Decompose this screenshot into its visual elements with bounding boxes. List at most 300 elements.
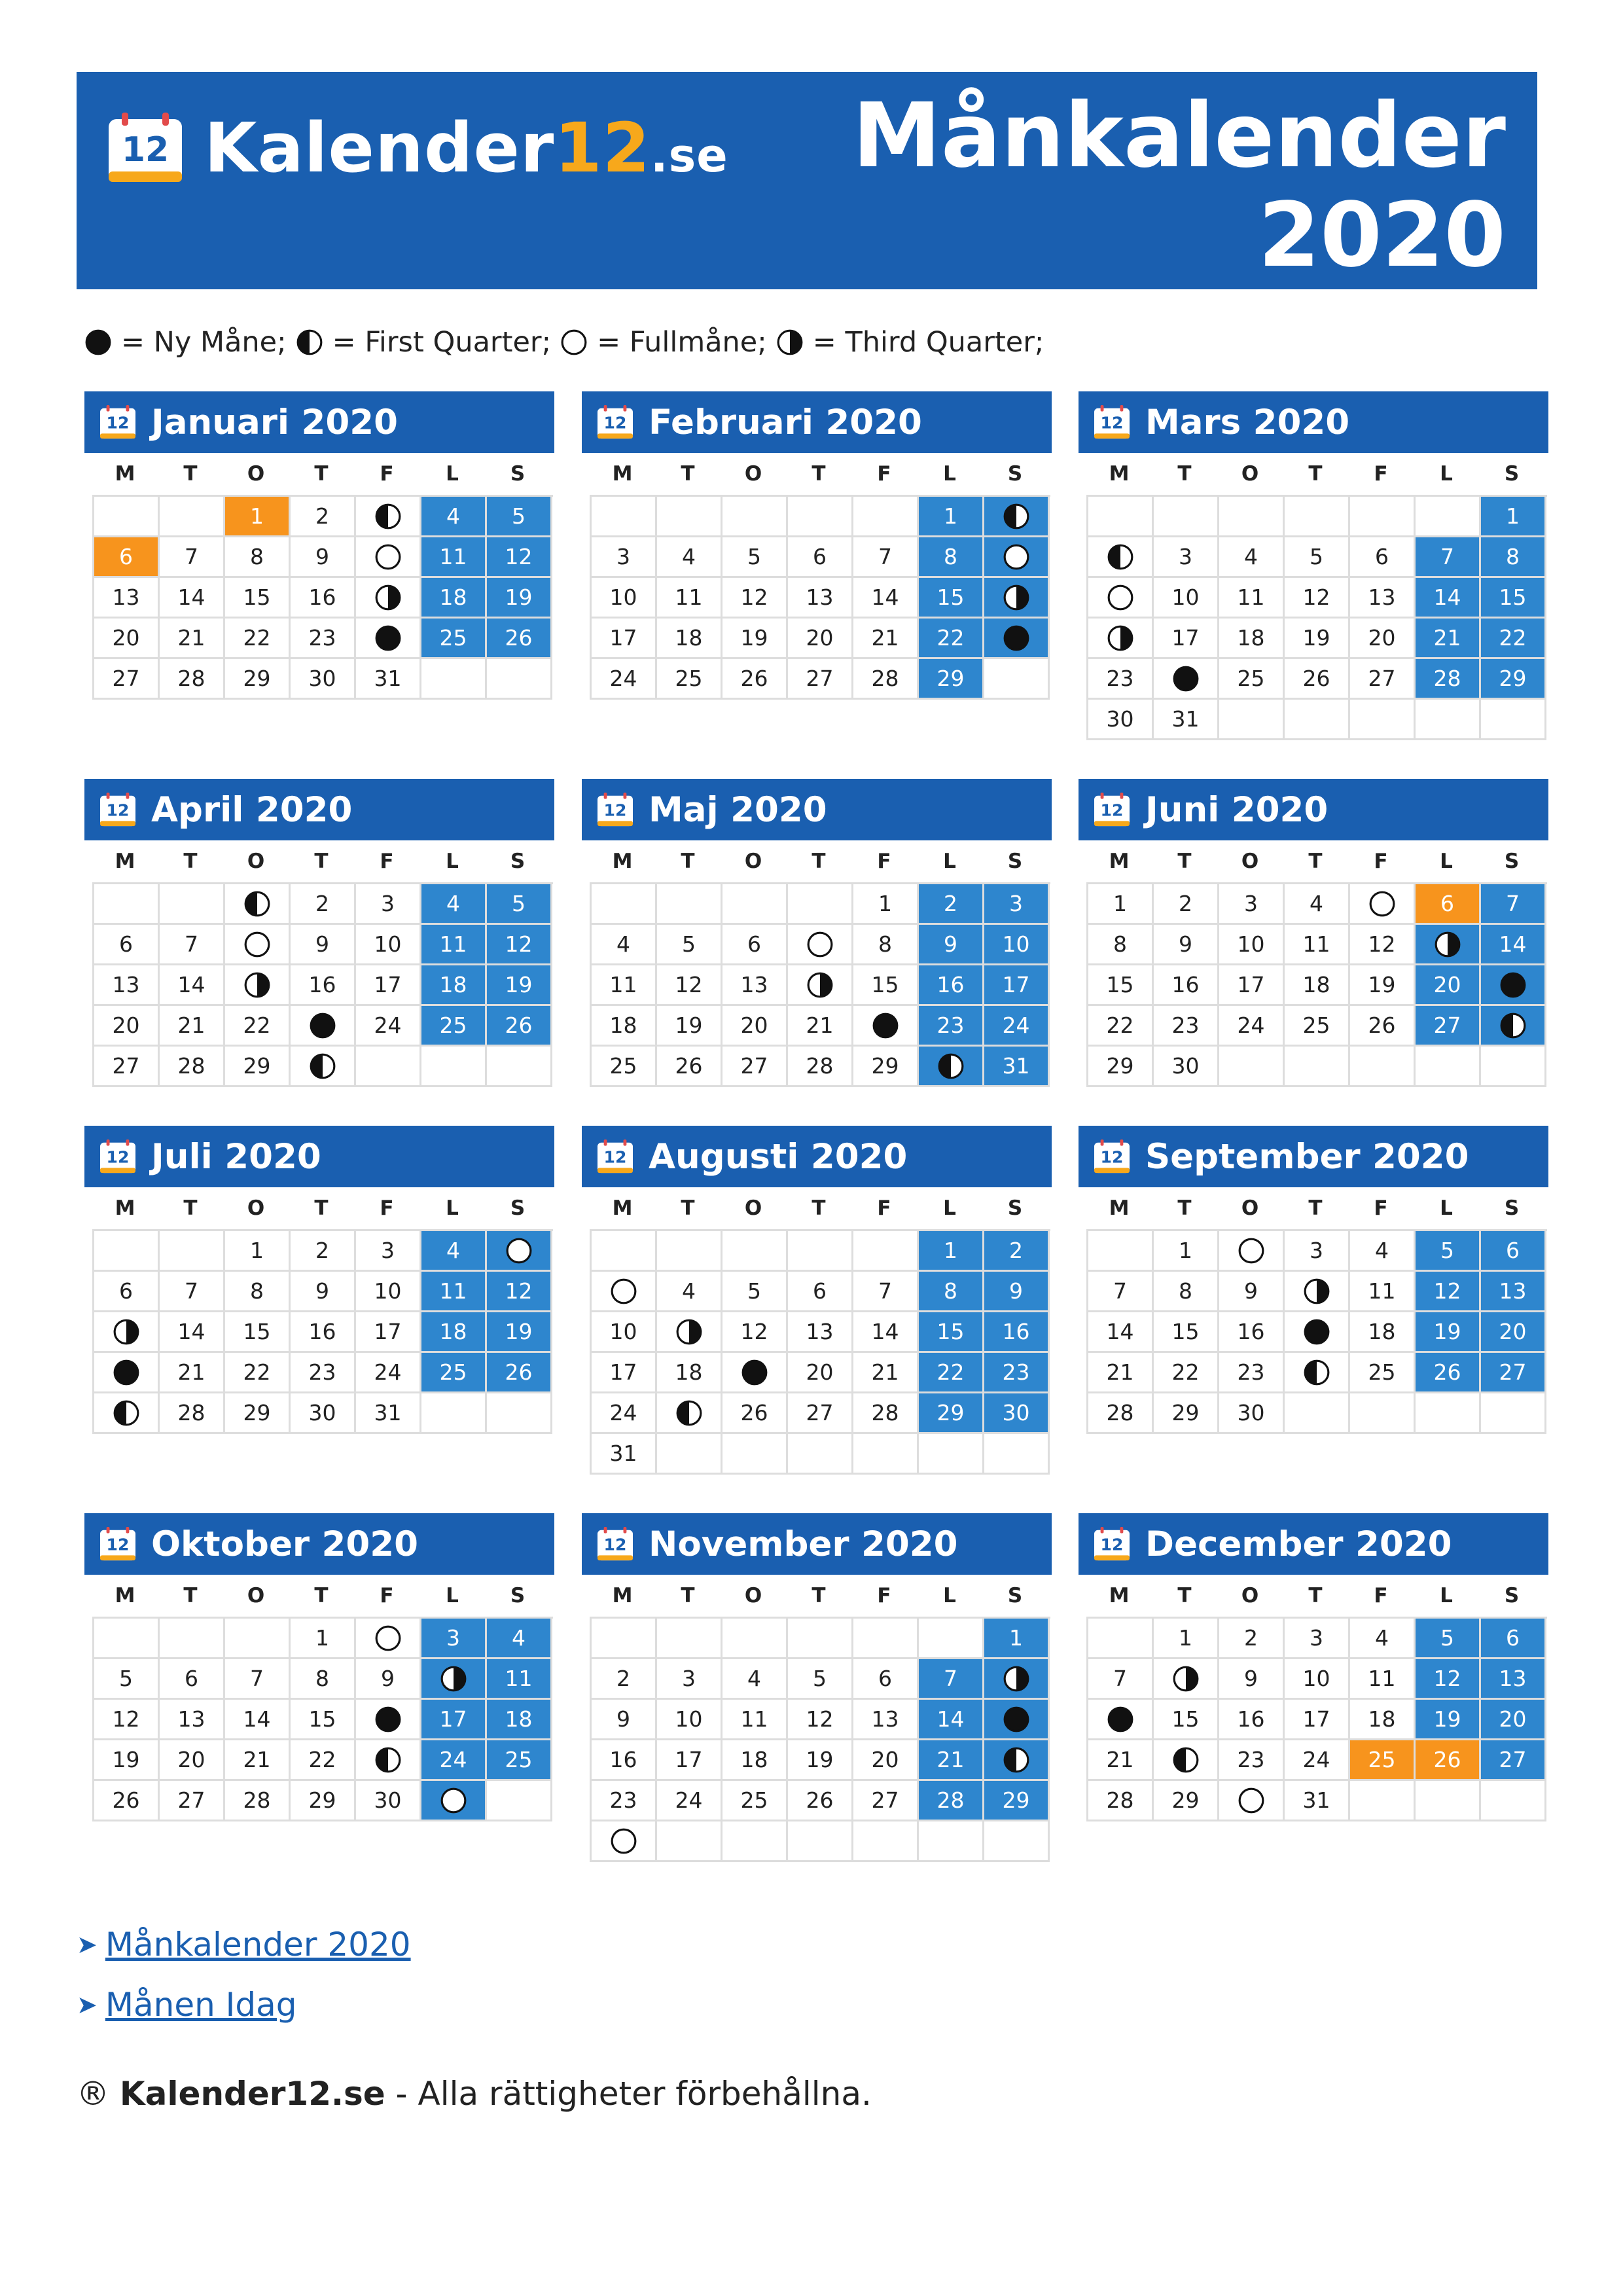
day-cell[interactable]: 31 (984, 1047, 1050, 1087)
day-cell[interactable]: 29 (225, 1393, 291, 1434)
day-cell[interactable]: 16 (291, 965, 356, 1006)
day-cell[interactable]: 29 (919, 1393, 984, 1434)
day-cell[interactable] (1088, 537, 1154, 578)
day-cell[interactable]: 2 (1154, 884, 1219, 925)
day-cell[interactable]: 7 (1416, 537, 1481, 578)
day-cell[interactable]: 9 (291, 925, 356, 965)
day-cell[interactable]: 24 (657, 1781, 722, 1821)
day-cell[interactable]: 7 (1088, 1659, 1154, 1700)
day-cell[interactable] (356, 619, 421, 659)
day-cell[interactable]: 9 (291, 537, 356, 578)
day-cell[interactable]: 4 (1219, 537, 1285, 578)
day-cell[interactable]: 17 (592, 1353, 657, 1393)
day-cell[interactable]: 16 (984, 1312, 1050, 1353)
day-cell[interactable] (356, 578, 421, 619)
day-cell[interactable] (421, 1781, 487, 1821)
day-cell[interactable]: 27 (94, 659, 160, 700)
day-cell[interactable]: 21 (1088, 1353, 1154, 1393)
day-cell[interactable]: 13 (1350, 578, 1416, 619)
day-cell[interactable]: 27 (1416, 1006, 1481, 1047)
day-cell[interactable]: 14 (160, 965, 225, 1006)
day-cell[interactable]: 4 (1350, 1619, 1416, 1659)
day-cell[interactable]: 24 (421, 1740, 487, 1781)
day-cell[interactable]: 26 (1285, 659, 1350, 700)
day-cell[interactable]: 11 (421, 537, 487, 578)
day-cell[interactable] (421, 1659, 487, 1700)
day-cell[interactable]: 19 (487, 1312, 552, 1353)
day-cell[interactable] (592, 1821, 657, 1862)
day-cell[interactable]: 20 (853, 1740, 919, 1781)
day-cell[interactable] (356, 497, 421, 537)
day-cell[interactable]: 27 (853, 1781, 919, 1821)
day-cell[interactable] (1285, 1272, 1350, 1312)
day-cell[interactable]: 23 (291, 1353, 356, 1393)
day-cell[interactable]: 13 (1481, 1659, 1546, 1700)
day-cell[interactable]: 21 (160, 1353, 225, 1393)
day-cell[interactable]: 2 (1219, 1619, 1285, 1659)
day-cell[interactable]: 10 (984, 925, 1050, 965)
day-cell[interactable]: 4 (487, 1619, 552, 1659)
day-cell[interactable]: 27 (1481, 1353, 1546, 1393)
day-cell[interactable] (984, 537, 1050, 578)
day-cell[interactable] (1219, 1231, 1285, 1272)
day-cell[interactable]: 15 (225, 578, 291, 619)
day-cell[interactable] (356, 1619, 421, 1659)
day-cell[interactable]: 3 (592, 537, 657, 578)
day-cell[interactable]: 1 (1154, 1619, 1219, 1659)
day-cell[interactable]: 18 (1350, 1700, 1416, 1740)
day-cell[interactable]: 22 (1088, 1006, 1154, 1047)
day-cell[interactable] (1088, 1700, 1154, 1740)
day-cell[interactable]: 26 (94, 1781, 160, 1821)
day-cell[interactable]: 16 (291, 1312, 356, 1353)
day-cell[interactable]: 15 (853, 965, 919, 1006)
day-cell[interactable]: 21 (919, 1740, 984, 1781)
day-cell[interactable]: 1 (291, 1619, 356, 1659)
day-cell[interactable]: 11 (421, 925, 487, 965)
day-cell[interactable]: 12 (1416, 1659, 1481, 1700)
day-cell[interactable]: 2 (592, 1659, 657, 1700)
day-cell[interactable]: 28 (160, 1047, 225, 1087)
day-cell[interactable]: 24 (592, 1393, 657, 1434)
day-cell[interactable]: 13 (1481, 1272, 1546, 1312)
day-cell[interactable] (984, 578, 1050, 619)
day-cell[interactable]: 31 (1285, 1781, 1350, 1821)
day-cell[interactable]: 8 (919, 537, 984, 578)
day-cell[interactable]: 11 (592, 965, 657, 1006)
day-cell[interactable]: 9 (984, 1272, 1050, 1312)
day-cell[interactable]: 29 (984, 1781, 1050, 1821)
day-cell[interactable]: 23 (291, 619, 356, 659)
day-cell[interactable]: 8 (225, 537, 291, 578)
day-cell[interactable]: 5 (1416, 1231, 1481, 1272)
day-cell[interactable]: 30 (291, 659, 356, 700)
day-cell[interactable]: 23 (592, 1781, 657, 1821)
day-cell[interactable]: 2 (984, 1231, 1050, 1272)
day-cell[interactable]: 19 (1285, 619, 1350, 659)
day-cell[interactable]: 7 (160, 1272, 225, 1312)
day-cell[interactable]: 9 (1154, 925, 1219, 965)
day-cell[interactable]: 10 (356, 1272, 421, 1312)
day-cell[interactable]: 24 (984, 1006, 1050, 1047)
day-cell[interactable]: 8 (225, 1272, 291, 1312)
day-cell[interactable]: 22 (291, 1740, 356, 1781)
day-cell[interactable]: 26 (1416, 1740, 1481, 1781)
day-cell[interactable]: 3 (356, 884, 421, 925)
day-cell[interactable]: 12 (657, 965, 722, 1006)
day-cell[interactable]: 8 (853, 925, 919, 965)
day-cell[interactable]: 22 (225, 1006, 291, 1047)
day-cell[interactable]: 14 (160, 1312, 225, 1353)
day-cell[interactable]: 20 (1416, 965, 1481, 1006)
day-cell[interactable]: 11 (1350, 1272, 1416, 1312)
day-cell[interactable]: 5 (487, 497, 552, 537)
day-cell[interactable]: 13 (94, 965, 160, 1006)
day-cell[interactable]: 4 (1350, 1231, 1416, 1272)
day-cell[interactable] (984, 1700, 1050, 1740)
day-cell[interactable]: 26 (487, 1006, 552, 1047)
day-cell[interactable]: 28 (919, 1781, 984, 1821)
day-cell[interactable]: 17 (356, 1312, 421, 1353)
day-cell[interactable]: 11 (657, 578, 722, 619)
day-cell[interactable]: 11 (487, 1659, 552, 1700)
day-cell[interactable]: 6 (788, 1272, 853, 1312)
day-cell[interactable]: 28 (788, 1047, 853, 1087)
day-cell[interactable]: 4 (421, 1231, 487, 1272)
day-cell[interactable]: 12 (1285, 578, 1350, 619)
day-cell[interactable]: 18 (657, 1353, 722, 1393)
day-cell[interactable]: 19 (1416, 1700, 1481, 1740)
day-cell[interactable]: 30 (291, 1393, 356, 1434)
day-cell[interactable]: 9 (919, 925, 984, 965)
day-cell[interactable]: 9 (592, 1700, 657, 1740)
day-cell[interactable]: 18 (487, 1700, 552, 1740)
day-cell[interactable]: 14 (1481, 925, 1546, 965)
day-cell[interactable]: 10 (356, 925, 421, 965)
day-cell[interactable]: 2 (291, 497, 356, 537)
day-cell[interactable]: 3 (657, 1659, 722, 1700)
day-cell[interactable]: 7 (160, 537, 225, 578)
day-cell[interactable]: 26 (788, 1781, 853, 1821)
day-cell[interactable]: 25 (1285, 1006, 1350, 1047)
day-cell[interactable]: 15 (291, 1700, 356, 1740)
day-cell[interactable]: 10 (1285, 1659, 1350, 1700)
day-cell[interactable]: 15 (1481, 578, 1546, 619)
day-cell[interactable]: 6 (1350, 537, 1416, 578)
day-cell[interactable] (853, 1006, 919, 1047)
day-cell[interactable]: 13 (722, 965, 788, 1006)
day-cell[interactable]: 14 (853, 1312, 919, 1353)
day-cell[interactable]: 23 (1219, 1353, 1285, 1393)
day-cell[interactable]: 20 (722, 1006, 788, 1047)
day-cell[interactable]: 29 (919, 659, 984, 700)
day-cell[interactable]: 29 (291, 1781, 356, 1821)
day-cell[interactable]: 12 (1416, 1272, 1481, 1312)
day-cell[interactable]: 6 (160, 1659, 225, 1700)
day-cell[interactable]: 8 (1088, 925, 1154, 965)
day-cell[interactable]: 9 (1219, 1272, 1285, 1312)
day-cell[interactable] (1154, 1740, 1219, 1781)
day-cell[interactable]: 27 (788, 659, 853, 700)
day-cell[interactable]: 16 (592, 1740, 657, 1781)
day-cell[interactable]: 6 (1416, 884, 1481, 925)
day-cell[interactable]: 3 (421, 1619, 487, 1659)
day-cell[interactable]: 16 (1219, 1312, 1285, 1353)
day-cell[interactable]: 22 (1154, 1353, 1219, 1393)
day-cell[interactable]: 21 (1416, 619, 1481, 659)
day-cell[interactable]: 19 (722, 619, 788, 659)
day-cell[interactable]: 24 (1219, 1006, 1285, 1047)
day-cell[interactable]: 19 (1350, 965, 1416, 1006)
day-cell[interactable] (1285, 1353, 1350, 1393)
day-cell[interactable] (225, 884, 291, 925)
day-cell[interactable]: 25 (657, 659, 722, 700)
day-cell[interactable]: 14 (1416, 578, 1481, 619)
day-cell[interactable]: 18 (1285, 965, 1350, 1006)
day-cell[interactable]: 7 (225, 1659, 291, 1700)
day-cell[interactable] (1481, 965, 1546, 1006)
day-cell[interactable]: 17 (1154, 619, 1219, 659)
day-cell[interactable]: 11 (1350, 1659, 1416, 1700)
day-cell[interactable]: 29 (1088, 1047, 1154, 1087)
day-cell[interactable]: 4 (421, 884, 487, 925)
day-cell[interactable]: 7 (1481, 884, 1546, 925)
day-cell[interactable]: 25 (421, 1006, 487, 1047)
moon-calendar-link[interactable]: Månkalender 2020 (105, 1926, 411, 1964)
day-cell[interactable]: 15 (1088, 965, 1154, 1006)
day-cell[interactable]: 3 (1154, 537, 1219, 578)
day-cell[interactable]: 28 (853, 659, 919, 700)
day-cell[interactable]: 18 (421, 578, 487, 619)
day-cell[interactable]: 15 (225, 1312, 291, 1353)
day-cell[interactable]: 12 (722, 578, 788, 619)
day-cell[interactable]: 14 (160, 578, 225, 619)
day-cell[interactable]: 22 (919, 1353, 984, 1393)
day-cell[interactable]: 4 (421, 497, 487, 537)
day-cell[interactable]: 17 (592, 619, 657, 659)
day-cell[interactable]: 4 (592, 925, 657, 965)
day-cell[interactable]: 13 (853, 1700, 919, 1740)
day-cell[interactable]: 5 (1285, 537, 1350, 578)
day-cell[interactable]: 13 (160, 1700, 225, 1740)
day-cell[interactable] (657, 1393, 722, 1434)
day-cell[interactable]: 22 (225, 1353, 291, 1393)
day-cell[interactable]: 31 (592, 1434, 657, 1475)
day-cell[interactable]: 6 (94, 1272, 160, 1312)
day-cell[interactable]: 2 (291, 1231, 356, 1272)
day-cell[interactable]: 28 (160, 1393, 225, 1434)
day-cell[interactable]: 3 (1285, 1231, 1350, 1272)
day-cell[interactable]: 1 (984, 1619, 1050, 1659)
day-cell[interactable]: 18 (592, 1006, 657, 1047)
day-cell[interactable]: 11 (1219, 578, 1285, 619)
day-cell[interactable]: 6 (94, 925, 160, 965)
day-cell[interactable]: 5 (94, 1659, 160, 1700)
day-cell[interactable]: 12 (1350, 925, 1416, 965)
day-cell[interactable]: 13 (94, 578, 160, 619)
day-cell[interactable]: 1 (919, 1231, 984, 1272)
day-cell[interactable]: 20 (1481, 1312, 1546, 1353)
day-cell[interactable]: 7 (160, 925, 225, 965)
day-cell[interactable]: 6 (1481, 1231, 1546, 1272)
day-cell[interactable]: 20 (1481, 1700, 1546, 1740)
day-cell[interactable]: 21 (160, 1006, 225, 1047)
day-cell[interactable]: 15 (919, 578, 984, 619)
day-cell[interactable]: 22 (225, 619, 291, 659)
day-cell[interactable]: 23 (984, 1353, 1050, 1393)
day-cell[interactable]: 30 (356, 1781, 421, 1821)
day-cell[interactable]: 28 (160, 659, 225, 700)
day-cell[interactable]: 22 (919, 619, 984, 659)
day-cell[interactable]: 24 (1285, 1740, 1350, 1781)
day-cell[interactable]: 10 (592, 1312, 657, 1353)
day-cell[interactable] (1088, 578, 1154, 619)
day-cell[interactable]: 20 (788, 1353, 853, 1393)
day-cell[interactable] (225, 965, 291, 1006)
day-cell[interactable]: 16 (1154, 965, 1219, 1006)
day-cell[interactable]: 9 (356, 1659, 421, 1700)
day-cell[interactable]: 15 (919, 1312, 984, 1353)
day-cell[interactable]: 1 (919, 497, 984, 537)
day-cell[interactable]: 18 (722, 1740, 788, 1781)
day-cell[interactable]: 12 (788, 1700, 853, 1740)
day-cell[interactable]: 5 (788, 1659, 853, 1700)
day-cell[interactable]: 4 (657, 1272, 722, 1312)
day-cell[interactable]: 29 (853, 1047, 919, 1087)
day-cell[interactable]: 28 (853, 1393, 919, 1434)
day-cell[interactable]: 29 (1154, 1781, 1219, 1821)
day-cell[interactable]: 6 (94, 537, 160, 578)
day-cell[interactable]: 3 (984, 884, 1050, 925)
day-cell[interactable]: 25 (421, 619, 487, 659)
day-cell[interactable]: 7 (853, 537, 919, 578)
day-cell[interactable]: 3 (356, 1231, 421, 1272)
day-cell[interactable] (788, 965, 853, 1006)
day-cell[interactable]: 2 (919, 884, 984, 925)
day-cell[interactable]: 28 (225, 1781, 291, 1821)
day-cell[interactable]: 26 (657, 1047, 722, 1087)
day-cell[interactable]: 2 (291, 884, 356, 925)
day-cell[interactable]: 25 (487, 1740, 552, 1781)
day-cell[interactable]: 30 (1088, 700, 1154, 740)
day-cell[interactable]: 26 (1350, 1006, 1416, 1047)
day-cell[interactable]: 9 (291, 1272, 356, 1312)
day-cell[interactable]: 14 (919, 1700, 984, 1740)
day-cell[interactable] (984, 619, 1050, 659)
day-cell[interactable]: 19 (1416, 1312, 1481, 1353)
day-cell[interactable]: 23 (1154, 1006, 1219, 1047)
day-cell[interactable]: 26 (722, 659, 788, 700)
day-cell[interactable]: 7 (1088, 1272, 1154, 1312)
day-cell[interactable]: 12 (722, 1312, 788, 1353)
day-cell[interactable]: 4 (1285, 884, 1350, 925)
day-cell[interactable]: 29 (225, 1047, 291, 1087)
day-cell[interactable]: 23 (919, 1006, 984, 1047)
day-cell[interactable]: 10 (1219, 925, 1285, 965)
day-cell[interactable] (291, 1006, 356, 1047)
day-cell[interactable]: 16 (919, 965, 984, 1006)
day-cell[interactable]: 31 (1154, 700, 1219, 740)
day-cell[interactable] (1219, 1781, 1285, 1821)
day-cell[interactable]: 24 (592, 659, 657, 700)
day-cell[interactable]: 24 (356, 1006, 421, 1047)
day-cell[interactable]: 22 (1481, 619, 1546, 659)
day-cell[interactable]: 27 (1350, 659, 1416, 700)
day-cell[interactable]: 17 (356, 965, 421, 1006)
day-cell[interactable]: 19 (487, 578, 552, 619)
day-cell[interactable]: 6 (788, 537, 853, 578)
day-cell[interactable]: 19 (657, 1006, 722, 1047)
day-cell[interactable]: 19 (788, 1740, 853, 1781)
day-cell[interactable]: 1 (225, 497, 291, 537)
day-cell[interactable]: 31 (356, 659, 421, 700)
day-cell[interactable]: 12 (94, 1700, 160, 1740)
day-cell[interactable] (592, 1272, 657, 1312)
day-cell[interactable] (984, 1659, 1050, 1700)
day-cell[interactable]: 21 (160, 619, 225, 659)
day-cell[interactable]: 11 (1285, 925, 1350, 965)
day-cell[interactable]: 10 (1154, 578, 1219, 619)
day-cell[interactable]: 5 (657, 925, 722, 965)
day-cell[interactable] (225, 925, 291, 965)
day-cell[interactable] (1154, 659, 1219, 700)
day-cell[interactable]: 14 (1088, 1312, 1154, 1353)
day-cell[interactable]: 26 (487, 1353, 552, 1393)
day-cell[interactable]: 17 (421, 1700, 487, 1740)
day-cell[interactable]: 27 (788, 1393, 853, 1434)
day-cell[interactable]: 29 (225, 659, 291, 700)
day-cell[interactable]: 20 (94, 619, 160, 659)
day-cell[interactable]: 25 (592, 1047, 657, 1087)
day-cell[interactable] (722, 1353, 788, 1393)
day-cell[interactable]: 19 (94, 1740, 160, 1781)
day-cell[interactable]: 7 (919, 1659, 984, 1700)
day-cell[interactable] (356, 1740, 421, 1781)
day-cell[interactable]: 1 (1088, 884, 1154, 925)
day-cell[interactable] (94, 1353, 160, 1393)
day-cell[interactable]: 18 (421, 1312, 487, 1353)
day-cell[interactable]: 27 (94, 1047, 160, 1087)
day-cell[interactable] (984, 1740, 1050, 1781)
day-cell[interactable] (788, 925, 853, 965)
day-cell[interactable]: 14 (853, 578, 919, 619)
day-cell[interactable]: 3 (1285, 1619, 1350, 1659)
day-cell[interactable]: 30 (984, 1393, 1050, 1434)
day-cell[interactable] (1416, 925, 1481, 965)
day-cell[interactable]: 20 (1350, 619, 1416, 659)
day-cell[interactable]: 18 (1219, 619, 1285, 659)
day-cell[interactable]: 14 (225, 1700, 291, 1740)
day-cell[interactable]: 7 (853, 1272, 919, 1312)
day-cell[interactable]: 13 (788, 1312, 853, 1353)
day-cell[interactable]: 4 (722, 1659, 788, 1700)
day-cell[interactable]: 10 (592, 578, 657, 619)
day-cell[interactable]: 30 (1154, 1047, 1219, 1087)
day-cell[interactable]: 29 (1481, 659, 1546, 700)
day-cell[interactable]: 27 (1481, 1740, 1546, 1781)
day-cell[interactable]: 1 (853, 884, 919, 925)
day-cell[interactable]: 11 (421, 1272, 487, 1312)
moon-today-link[interactable]: Månen Idag (105, 1986, 297, 2024)
day-cell[interactable]: 12 (487, 537, 552, 578)
day-cell[interactable]: 12 (487, 1272, 552, 1312)
day-cell[interactable]: 26 (487, 619, 552, 659)
day-cell[interactable]: 23 (1088, 659, 1154, 700)
day-cell[interactable] (984, 497, 1050, 537)
day-cell[interactable]: 29 (1154, 1393, 1219, 1434)
day-cell[interactable]: 17 (984, 965, 1050, 1006)
day-cell[interactable]: 18 (657, 619, 722, 659)
